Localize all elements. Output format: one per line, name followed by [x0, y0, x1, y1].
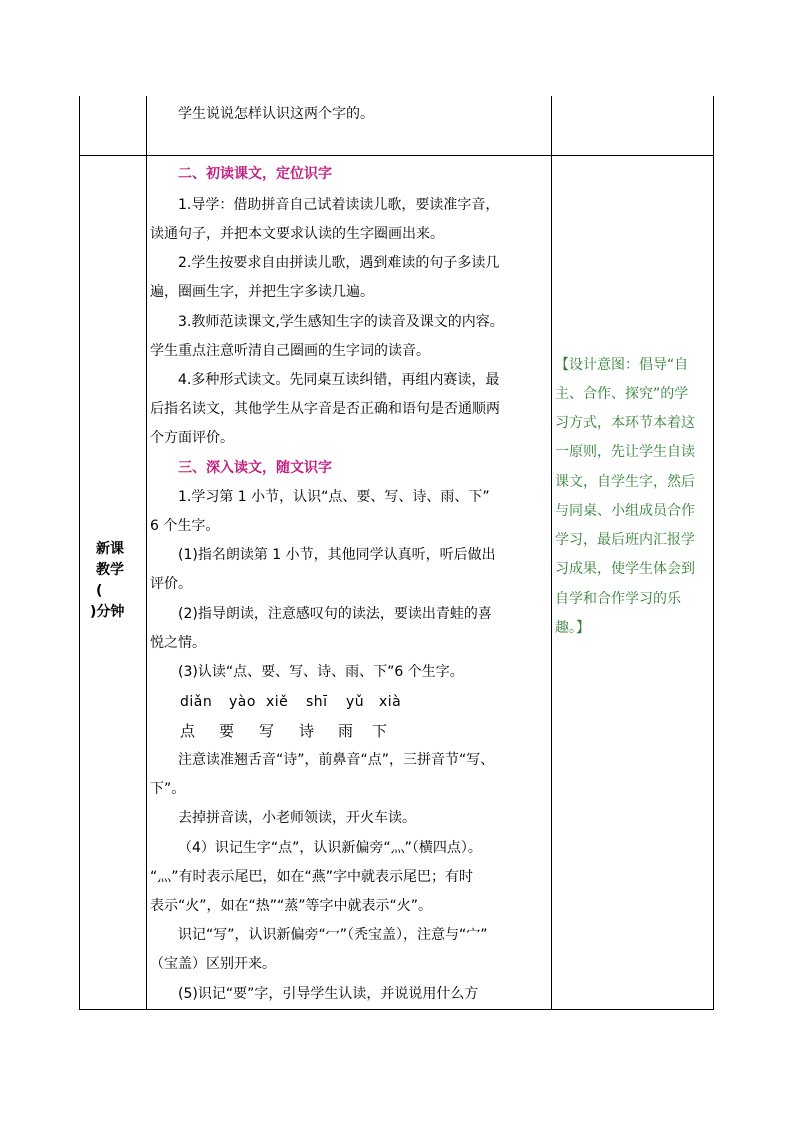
pinyin-3: xiě — [266, 694, 289, 710]
note-line7: 学习，最后班内汇报学 — [555, 532, 695, 548]
table-border-col2 — [551, 96, 552, 1010]
para-q5a: 注意读准翘舌音“诗”，前鼻音“点”，三拼音节“写、 — [178, 752, 495, 768]
note-line10: 趣。】 — [555, 620, 590, 636]
section-label-line4: )分钟 — [90, 604, 125, 620]
note-line6: 与同桌、小组成员合作 — [555, 503, 695, 519]
pinyin-2: yào — [229, 694, 256, 710]
note-line8: 习成果，使学生体会到 — [555, 561, 695, 577]
para-3a: 3.教师范读课文,学生感知生字的读音及课文的内容。 — [178, 314, 504, 330]
para-q3b: 悦之情。 — [150, 635, 206, 651]
para-q2b: 评价。 — [150, 576, 192, 592]
para-q1a: 1.学习第 1 小节，认识“点、要、写、诗、雨、下” — [178, 489, 490, 505]
para-q2a: (1)指名朗读第 1 小节，其他同学认真听，听后做出 — [178, 547, 496, 563]
para-q7a: （4）识记生字“点”，认识新偏旁“灬”（横四点）。 — [178, 840, 482, 856]
para-2a: 2.学生按要求自由拼读儿歌，遇到难读的句子多读几 — [178, 255, 500, 271]
para-q5b: 下”。 — [150, 781, 186, 797]
heading-deep-reading: 三、深入读文，随文识字 — [178, 460, 332, 476]
pinyin-4: shī — [306, 694, 328, 710]
para-q9: (5)识记“要”字，引导学生认读，并说说用什么方 — [178, 986, 479, 1002]
note-line5: 课文，自学生字，然后 — [555, 474, 695, 490]
para-3b: 学生重点注意听清自己圈画的生字词的读音。 — [150, 343, 430, 359]
heading-first-reading: 二、初读课文，定位识字 — [178, 166, 332, 182]
char-4: 诗 — [299, 722, 315, 740]
para-q4: (3)认读“点、要、写、诗、雨、下”6 个生字。 — [178, 664, 464, 680]
table-border-bottom — [79, 1009, 714, 1010]
para-q6: 去掉拼音读，小老师领读，开火车读。 — [178, 810, 416, 826]
char-5: 雨 — [338, 722, 354, 740]
para-q3a: (2)指导朗读，注意感叹句的读法，要读出青蛙的喜 — [178, 606, 492, 622]
para-q1b: 6 个生字。 — [150, 518, 220, 534]
table-border-left — [79, 96, 80, 1010]
para-q7c: 表示“火”，如在“热”“蒸”等字中就表示“火”。 — [150, 898, 433, 914]
char-1: 点 — [180, 722, 196, 740]
table-border-right — [713, 96, 714, 1010]
para-4b: 后指名读文，其他学生从字音是否正确和语句是否通顺两 — [150, 401, 500, 417]
note-line4: 一原则，先让学生自读 — [555, 444, 695, 460]
pinyin-6: xià — [379, 694, 402, 710]
char-6: 下 — [372, 722, 388, 740]
section-label-line3: ( — [96, 583, 103, 599]
para-4c: 个方面评价。 — [150, 430, 234, 446]
para-q8a: 识记“写”，认识新偏旁“冖”（秃宝盖），注意与“宀” — [178, 927, 488, 943]
note-line9: 自学和合作学习的乐 — [555, 591, 681, 607]
table-row-divider — [79, 155, 714, 156]
table-border-col1 — [146, 96, 147, 1010]
section-label-line1: 新课 — [96, 541, 124, 557]
pinyin-5: yǔ — [346, 694, 365, 710]
note-line3: 习方式，本环节本着这 — [555, 415, 695, 431]
section-label-line2: 教学 — [96, 562, 124, 578]
row1-text: 学生说说怎样认识这两个字的。 — [178, 106, 374, 122]
char-3: 写 — [259, 722, 275, 740]
note-line2: 主、合作、探究”的学 — [555, 386, 689, 402]
para-2b: 遍，圈画生字，并把生字多读几遍。 — [150, 284, 374, 300]
para-q7b: “灬”有时表示尾巴，如在“燕”字中就表示尾巴；有时 — [150, 869, 474, 885]
para-q8b: （宝盖）区别开来。 — [150, 956, 276, 972]
para-1b: 读通句子，并把本文要求认读的生字圈画出来。 — [150, 226, 444, 242]
char-2: 要 — [219, 722, 235, 740]
note-line1: 【设计意图：倡导“自 — [555, 357, 689, 373]
para-1a: 1.导学：借助拼音自己试着读读儿歌，要读准字音， — [178, 197, 500, 213]
pinyin-1: diǎn — [180, 694, 213, 710]
para-4a: 4.多种形式读文。先同桌互读纠错，再组内赛读，最 — [178, 372, 500, 388]
